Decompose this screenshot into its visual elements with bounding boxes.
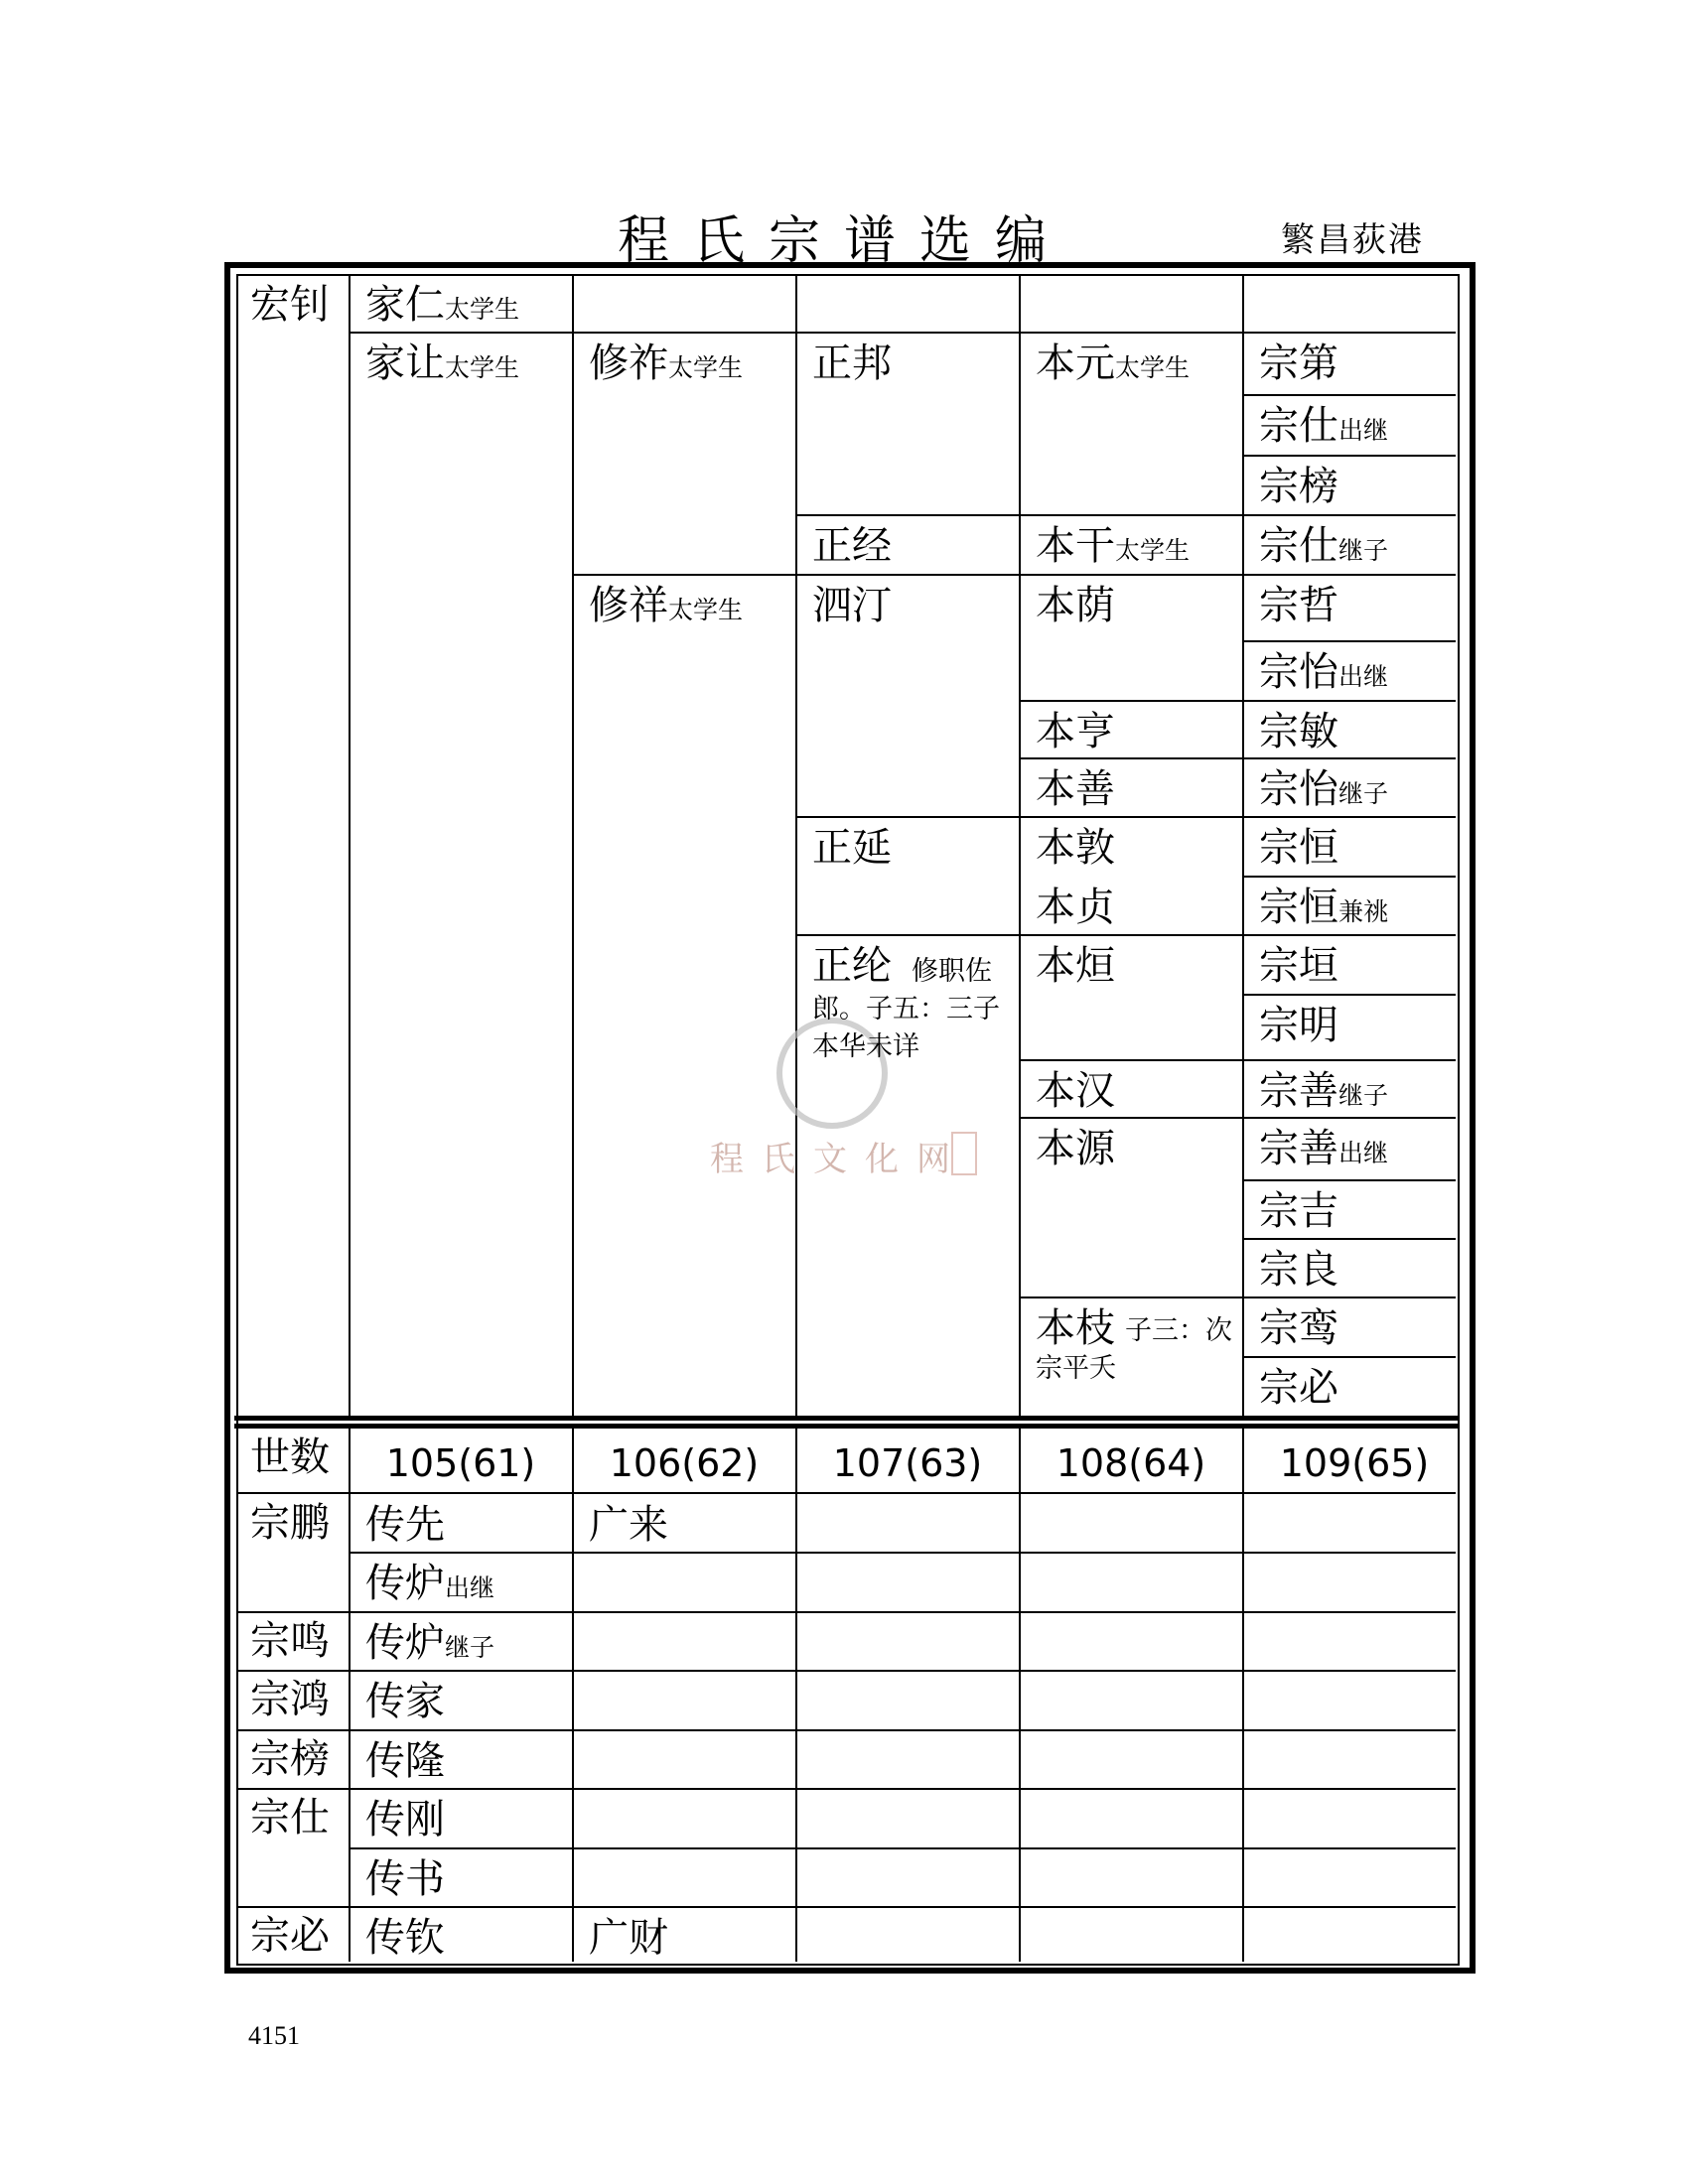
person-name: 本源 — [1036, 1126, 1115, 1171]
person-name: 正纶 — [812, 943, 892, 989]
divider — [1019, 1429, 1021, 1962]
person-name: 宗恒兼祧 — [1259, 885, 1389, 930]
generation-number: 108(64) — [1055, 1441, 1206, 1485]
person-name: 本亨 — [1036, 709, 1115, 754]
person-name: 宗仕出继 — [1259, 403, 1389, 449]
generation-number: 105(61) — [385, 1441, 536, 1485]
divider — [238, 1492, 1456, 1494]
person-name: 宗良 — [1259, 1247, 1338, 1293]
page-number: 4151 — [248, 2021, 300, 2050]
divider — [1244, 455, 1456, 457]
person-name: 宗第 — [1259, 341, 1338, 386]
person-name: 本善 — [1036, 766, 1115, 812]
person-note: 兼祧 — [1338, 897, 1389, 926]
person-name: 宗鹏 — [250, 1500, 330, 1546]
divider — [1021, 1059, 1456, 1061]
divider — [1242, 1429, 1244, 1962]
person-name: 传先 — [365, 1502, 445, 1548]
divider — [1244, 640, 1456, 642]
person-note: 出继 — [1338, 662, 1389, 691]
person-name: 泗汀 — [812, 583, 892, 628]
divider — [1242, 276, 1244, 1416]
person-name: 宗敏 — [1259, 709, 1338, 754]
person-name: 本贞 — [1036, 885, 1115, 930]
person-note: 出继 — [1338, 416, 1389, 445]
person-name: 宗吉 — [1259, 1188, 1338, 1234]
divider — [1021, 757, 1456, 759]
divider — [351, 1552, 1456, 1554]
person-note: 太学生 — [668, 353, 744, 382]
divider — [1019, 276, 1021, 1416]
divider — [795, 276, 797, 1416]
divider — [238, 1906, 1456, 1908]
person-name: 广财 — [589, 1915, 668, 1961]
person-name: 宗榜 — [1259, 464, 1338, 509]
region-label: 繁昌荻港 — [1281, 220, 1424, 260]
divider — [574, 574, 1456, 576]
generation-label: 世数 — [250, 1434, 330, 1480]
divider — [349, 276, 351, 1416]
person-name: 本敦 — [1036, 825, 1115, 871]
divider — [797, 514, 1456, 516]
person-name: 宗明 — [1259, 1003, 1338, 1048]
section-separator — [234, 1424, 1458, 1429]
person-note: 继子 — [1338, 536, 1389, 565]
person-name: 本元太学生 — [1036, 341, 1191, 386]
person-name: 传炉继子 — [365, 1620, 495, 1666]
person-name: 广来 — [589, 1502, 668, 1548]
divider — [795, 1429, 797, 1962]
person-note: 继子 — [1338, 779, 1389, 808]
divider — [1244, 1238, 1456, 1240]
person-note: 子三：次宗平夭 — [1036, 1315, 1232, 1384]
person-name: 宗仕 — [250, 1795, 330, 1841]
person-name: 传钦 — [365, 1915, 445, 1961]
person-name: 本汉 — [1036, 1068, 1115, 1114]
person-note: 太学生 — [668, 596, 744, 624]
person-name: 宗鸿 — [250, 1677, 330, 1722]
person-note: 继子 — [1338, 1081, 1389, 1110]
person-note: 出继 — [445, 1573, 495, 1602]
person-name: 宗仕继子 — [1259, 523, 1389, 569]
person-note: 继子 — [445, 1633, 495, 1662]
divider — [1021, 700, 1456, 702]
person-name: 本荫 — [1036, 583, 1115, 628]
person-note: 太学生 — [1115, 353, 1191, 382]
divider — [1244, 876, 1456, 878]
divider — [1244, 1356, 1456, 1358]
generation-number: 109(65) — [1279, 1441, 1430, 1485]
person-name: 宏钊 — [250, 282, 330, 328]
person-name: 本枝 — [1036, 1305, 1115, 1351]
person-name: 本干太学生 — [1036, 523, 1191, 569]
divider — [351, 1847, 1456, 1849]
person-name: 宗必 — [1259, 1365, 1338, 1411]
divider — [572, 1429, 574, 1962]
person-name: 修祚太学生 — [589, 341, 744, 386]
person-note: 太学生 — [1115, 536, 1191, 565]
person-note: 太学生 — [445, 295, 520, 324]
person-name: 修祥太学生 — [589, 583, 744, 628]
section-separator — [234, 1416, 1458, 1421]
person-name: 传炉出继 — [365, 1561, 495, 1606]
person-name: 宗恒 — [1259, 825, 1338, 871]
watermark-text: 程氏文化网 — [710, 1140, 968, 1179]
person-name: 传书 — [365, 1856, 445, 1902]
divider — [238, 1670, 1456, 1672]
divider — [238, 1611, 1456, 1613]
watermark-stamp-icon — [951, 1132, 977, 1175]
divider — [238, 1729, 1456, 1731]
divider — [349, 1429, 351, 1962]
person-note: 修职佐郎。子五：三子本华未详 — [812, 956, 1000, 1062]
person-name: 宗必 — [250, 1913, 330, 1959]
divider — [351, 332, 1456, 334]
person-name: 宗鸾 — [1259, 1305, 1338, 1351]
person-name: 宗善出继 — [1259, 1126, 1389, 1171]
divider — [238, 1788, 1456, 1790]
person-note: 太学生 — [445, 353, 520, 382]
person-name: 宗垣 — [1259, 943, 1338, 989]
person-name: 正邦 — [812, 341, 892, 386]
person-note: 出继 — [1338, 1139, 1389, 1167]
divider — [1244, 394, 1456, 396]
person-name: 家让太学生 — [365, 341, 520, 386]
person-name: 家仁太学生 — [365, 282, 520, 328]
divider — [797, 816, 1456, 818]
divider — [572, 276, 574, 1416]
person-name: 传隆 — [365, 1738, 445, 1784]
person-name: 传家 — [365, 1679, 445, 1724]
person-name: 宗善继子 — [1259, 1068, 1389, 1114]
generation-number: 107(63) — [832, 1441, 983, 1485]
person-name: 传刚 — [365, 1797, 445, 1843]
page-title: 程氏宗谱选编 — [617, 211, 1070, 271]
person-name: 宗怡继子 — [1259, 766, 1389, 812]
person-name: 宗鸣 — [250, 1618, 330, 1664]
person-name: 宗怡出继 — [1259, 649, 1389, 695]
divider — [1021, 1297, 1456, 1298]
person-name: 正经 — [812, 523, 892, 569]
divider — [1244, 994, 1456, 996]
divider — [797, 934, 1456, 936]
person-name: 正延 — [812, 825, 892, 871]
person-name: 本烜 — [1036, 943, 1115, 989]
divider — [1021, 1117, 1456, 1119]
generation-number: 106(62) — [609, 1441, 760, 1485]
divider — [1244, 1179, 1456, 1181]
person-name: 宗哲 — [1259, 583, 1338, 628]
person-name: 宗榜 — [250, 1736, 330, 1782]
